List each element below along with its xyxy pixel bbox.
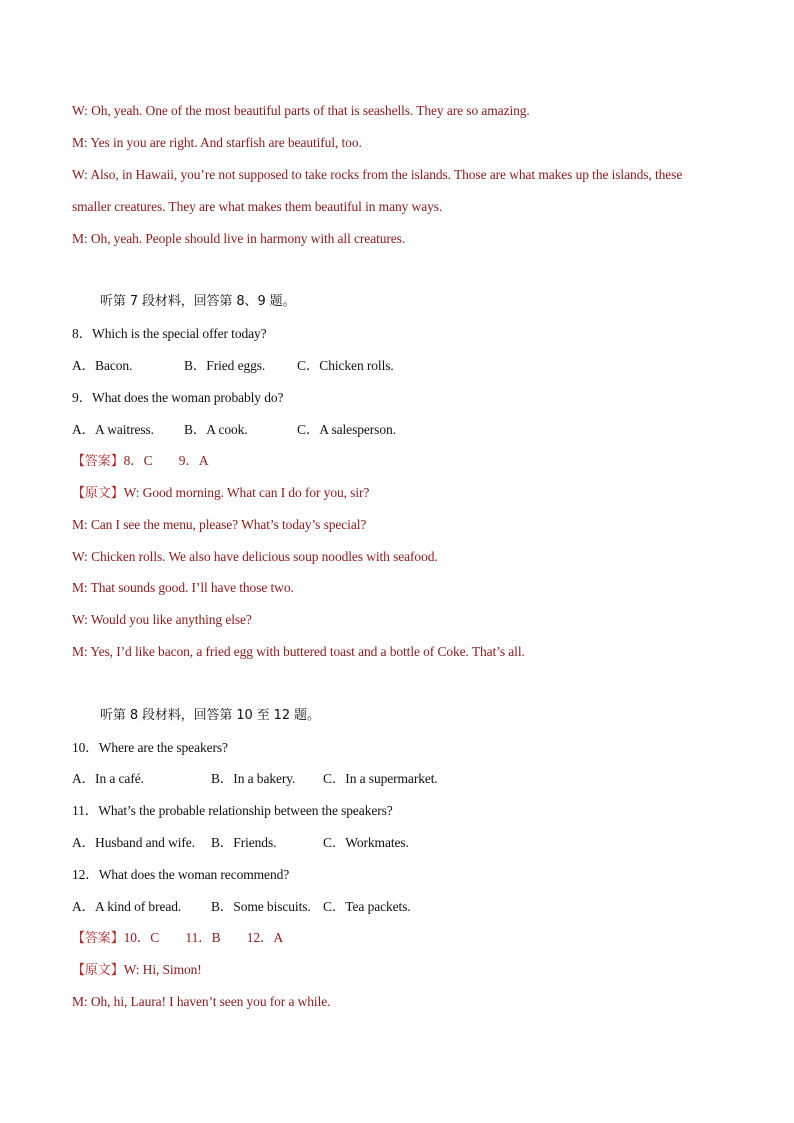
question-11: 11．What’s the probable relationship between the speakers? bbox=[72, 803, 393, 818]
option-b: B．A cook. bbox=[184, 422, 248, 437]
answer-text: 8．C 9．A bbox=[123, 453, 209, 468]
transcript-line: M: Yes in you are right. And starfish are beautiful, too. bbox=[72, 135, 362, 150]
option-c: C．In a supermarket. bbox=[323, 771, 438, 786]
transcript-start bbox=[72, 961, 202, 980]
transcript-line: W: Oh, yeah. One of the most beautiful parts of that is seashells. They are so amazing. bbox=[72, 103, 530, 118]
option-b: B．Friends. bbox=[211, 835, 277, 850]
transcript-line: M: Can I see the menu, please? What’s today’s special? bbox=[72, 517, 367, 532]
question-9: 9．What does the woman probably do? bbox=[72, 390, 284, 405]
transcript-line: W: Good morning. What can I do for you, sir? bbox=[123, 485, 370, 500]
answer-tag: 【答案】 bbox=[72, 931, 124, 946]
answer-line bbox=[72, 929, 283, 948]
transcript-line: W: Chicken rolls. We also have delicious soup noodles with seafood. bbox=[72, 549, 438, 564]
option-a: A．Husband and wife. bbox=[72, 835, 195, 850]
transcript-line: M: That sounds good. I’ll have those two. bbox=[72, 580, 294, 595]
question-10: 10．Where are the speakers? bbox=[72, 740, 228, 755]
transcript-line: W: Hi, Simon! bbox=[123, 962, 202, 977]
question-12: 12．What does the woman recommend? bbox=[72, 867, 290, 882]
transcript-tag: 【原文】 bbox=[72, 486, 124, 501]
option-a: A．Bacon. bbox=[72, 358, 133, 373]
option-b: B．Fried eggs. bbox=[184, 358, 266, 373]
section-heading: 听第 8 段材料，回答第 10 至 12 题。 bbox=[100, 708, 320, 723]
option-c: C．Tea packets. bbox=[323, 899, 411, 914]
transcript-line: M: Oh, yeah. People should live in harmony with all creatures. bbox=[72, 231, 406, 246]
transcript-line: W: Would you like anything else? bbox=[72, 612, 252, 627]
question-8: 8．Which is the special offer today? bbox=[72, 326, 267, 341]
transcript-line: M: Oh, hi, Laura! I haven’t seen you for a while. bbox=[72, 994, 331, 1009]
transcript-tag: 【原文】 bbox=[72, 963, 124, 978]
option-a: A．A waitress. bbox=[72, 422, 154, 437]
option-b: B．Some biscuits. bbox=[211, 899, 311, 914]
transcript-line: M: Yes, I’d like bacon, a fried egg with buttered toast and a bottle of Coke. That’s all. bbox=[72, 644, 525, 659]
option-c: C．Chicken rolls. bbox=[297, 358, 394, 373]
section-heading: 听第 7 段材料，回答第 8、9 题。 bbox=[100, 294, 296, 309]
transcript-line: smaller creatures. They are what makes them beautiful in many ways. bbox=[72, 199, 443, 214]
answer-text: 10．C 11．B 12．A bbox=[123, 930, 284, 945]
option-c: C．Workmates. bbox=[323, 835, 409, 850]
answer-line bbox=[72, 452, 208, 471]
option-c: C．A salesperson. bbox=[297, 422, 396, 437]
option-b: B．In a bakery. bbox=[211, 771, 296, 786]
transcript-start bbox=[72, 484, 369, 503]
option-a: A．In a café. bbox=[72, 771, 144, 786]
option-a: A．A kind of bread. bbox=[72, 899, 182, 914]
transcript-line: W: Also, in Hawaii, you’re not supposed to take rocks from the islands. Those are what makes up the islands, these bbox=[72, 167, 683, 182]
answer-tag: 【答案】 bbox=[72, 454, 124, 469]
